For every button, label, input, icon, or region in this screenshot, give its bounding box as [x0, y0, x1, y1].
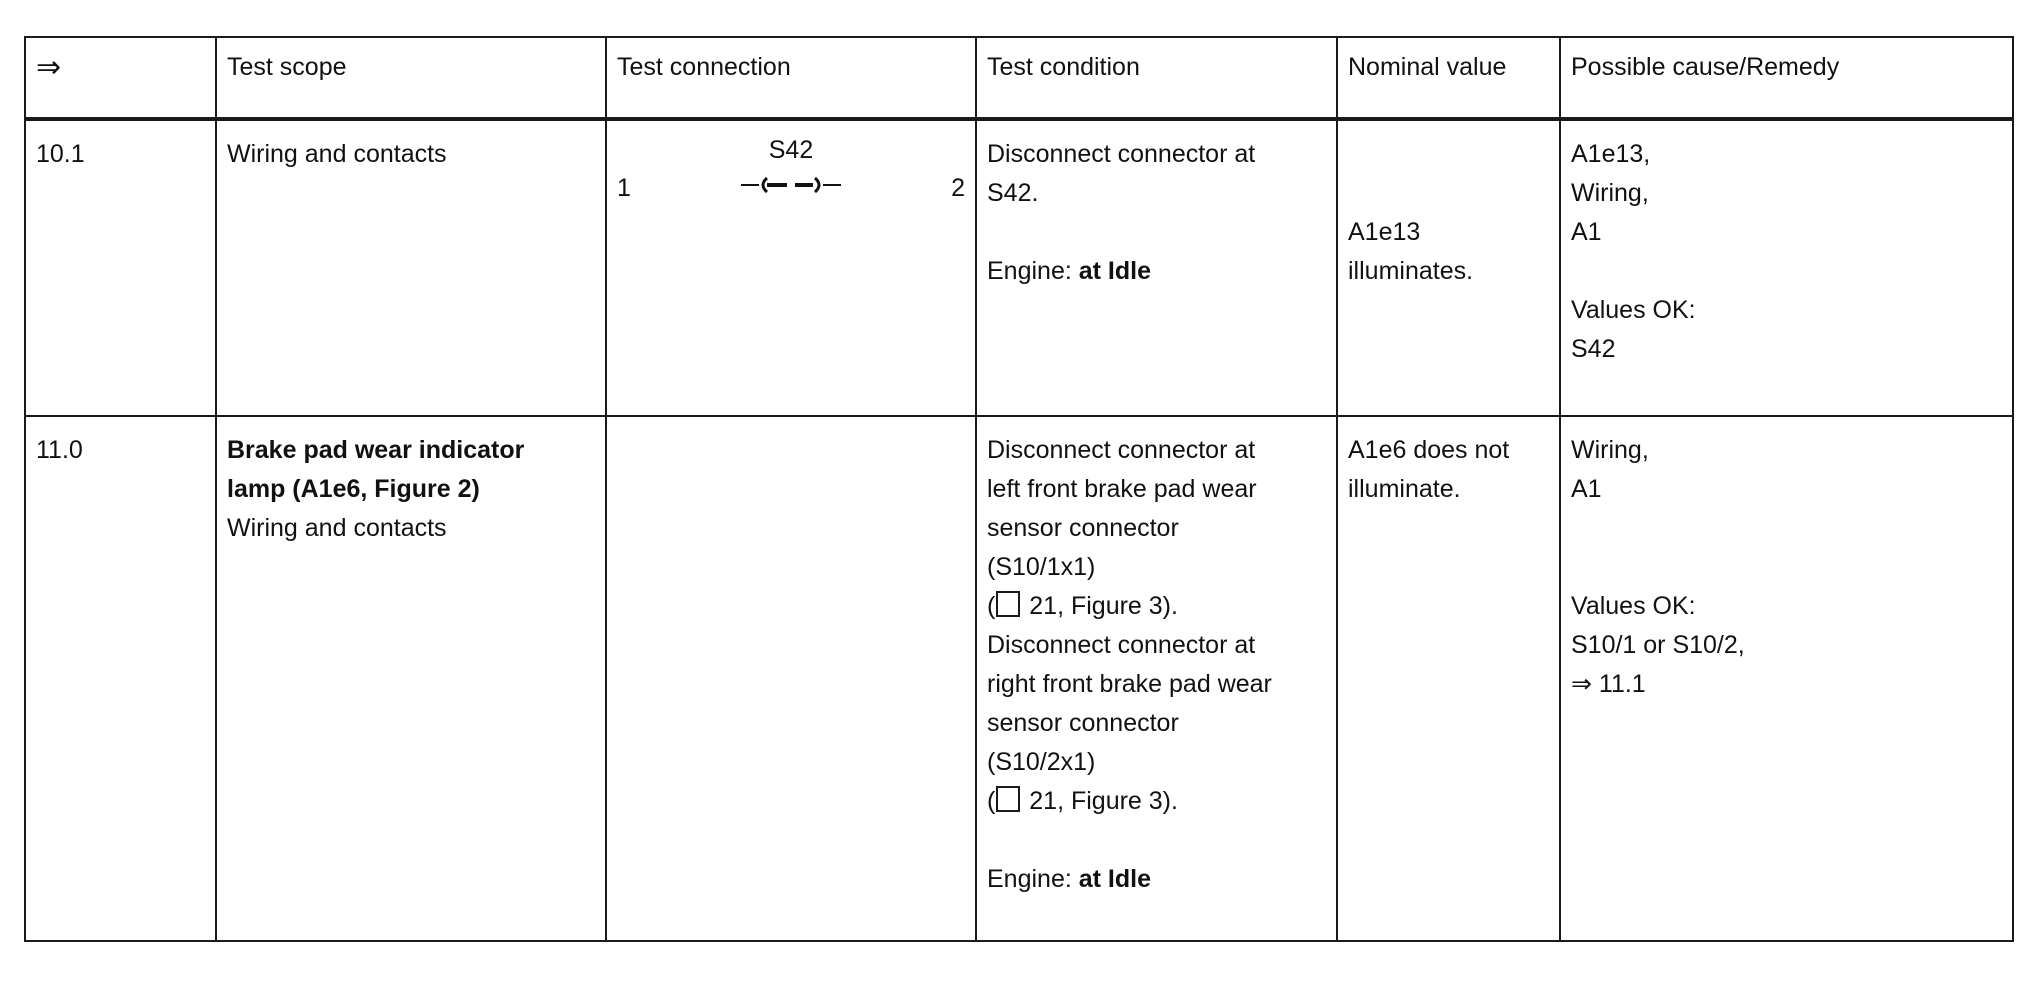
engine-condition	[987, 252, 1326, 291]
test-scope-title: Brake pad wear indicator	[227, 436, 525, 464]
engine-label: Engine:	[987, 865, 1079, 893]
condition-line: right front brake pad wear	[987, 670, 1272, 698]
test-condition-cell	[976, 416, 1337, 941]
test-condition-cell	[976, 119, 1337, 416]
engine-label: Engine:	[987, 257, 1079, 285]
header-test-scope: Test scope	[216, 37, 606, 119]
condition-line: (S10/2x1)	[987, 748, 1096, 776]
values-ok-label: Values OK:	[1571, 296, 1696, 324]
test-table	[24, 36, 2014, 942]
possible-cause-cell	[1560, 416, 2013, 941]
nominal-line: illuminate.	[1348, 475, 1461, 503]
condition-line: sensor connector	[987, 709, 1179, 737]
header-test-connection: Test connection	[606, 37, 976, 119]
condition-line: (S10/1x1)	[987, 553, 1096, 581]
cause-line: A1e13,	[1571, 140, 1651, 168]
condition-line: Disconnect connector at	[987, 631, 1256, 659]
condition-line: sensor connector	[987, 514, 1179, 542]
step-number: 10.1	[25, 119, 216, 416]
paren: (	[987, 787, 996, 815]
connector-symbol-icon	[737, 175, 847, 195]
cause-line: Wiring,	[1571, 179, 1649, 207]
pin-right: 2	[951, 174, 965, 202]
test-scope-title: lamp (A1e6, Figure 2)	[227, 475, 480, 503]
page-reference-icon	[996, 786, 1020, 812]
test-connection-cell	[606, 416, 976, 941]
values-ok-value: S42	[1571, 335, 1616, 363]
connector-label: S42	[768, 136, 814, 164]
test-connection-cell	[606, 119, 976, 416]
next-step-reference: ⇒ 11.1	[1571, 670, 1646, 698]
nominal-line: A1e13	[1348, 218, 1421, 246]
nominal-line: illuminates.	[1348, 257, 1474, 285]
test-scope-cell	[216, 119, 606, 416]
reference-text: 21, Figure 3).	[1022, 787, 1178, 815]
connector-diagram	[617, 135, 965, 205]
condition-line: Disconnect connector at	[987, 140, 1256, 168]
condition-line: Disconnect connector at	[987, 436, 1256, 464]
engine-state: at Idle	[1078, 257, 1151, 285]
step-number: 11.0	[25, 416, 216, 941]
header-nominal-value: Nominal value	[1337, 37, 1560, 119]
header-row	[25, 37, 2013, 119]
test-scope-text: Wiring and contacts	[227, 140, 447, 168]
table-row	[25, 119, 2013, 416]
engine-state: at Idle	[1078, 865, 1151, 893]
header-possible-cause: Possible cause/Remedy	[1560, 37, 2013, 119]
engine-condition	[987, 860, 1326, 899]
table-row	[25, 416, 2013, 941]
condition-line: left front brake pad wear	[987, 475, 1257, 503]
possible-cause-cell	[1560, 119, 2013, 416]
header-arrow-cell	[25, 37, 216, 119]
paren: (	[987, 592, 996, 620]
values-ok-label: Values OK:	[1571, 592, 1696, 620]
header-test-condition: Test condition	[976, 37, 1337, 119]
values-ok-value: S10/1 or S10/2,	[1571, 631, 1745, 659]
test-scope-text: Wiring and contacts	[227, 514, 447, 542]
figure-reference	[987, 782, 1326, 821]
cause-line: A1	[1571, 218, 1602, 246]
nominal-value-cell	[1337, 416, 1560, 941]
nominal-line: A1e6 does not	[1348, 436, 1510, 464]
nominal-value-cell	[1337, 119, 1560, 416]
arrow-icon: ⇒	[36, 51, 62, 84]
cause-line: A1	[1571, 475, 1602, 503]
test-scope-cell	[216, 416, 606, 941]
figure-reference	[987, 587, 1326, 626]
pin-left: 1	[617, 174, 631, 202]
page-reference-icon	[996, 591, 1020, 617]
cause-line: Wiring,	[1571, 436, 1649, 464]
condition-line: S42.	[987, 179, 1039, 207]
reference-text: 21, Figure 3).	[1022, 592, 1178, 620]
